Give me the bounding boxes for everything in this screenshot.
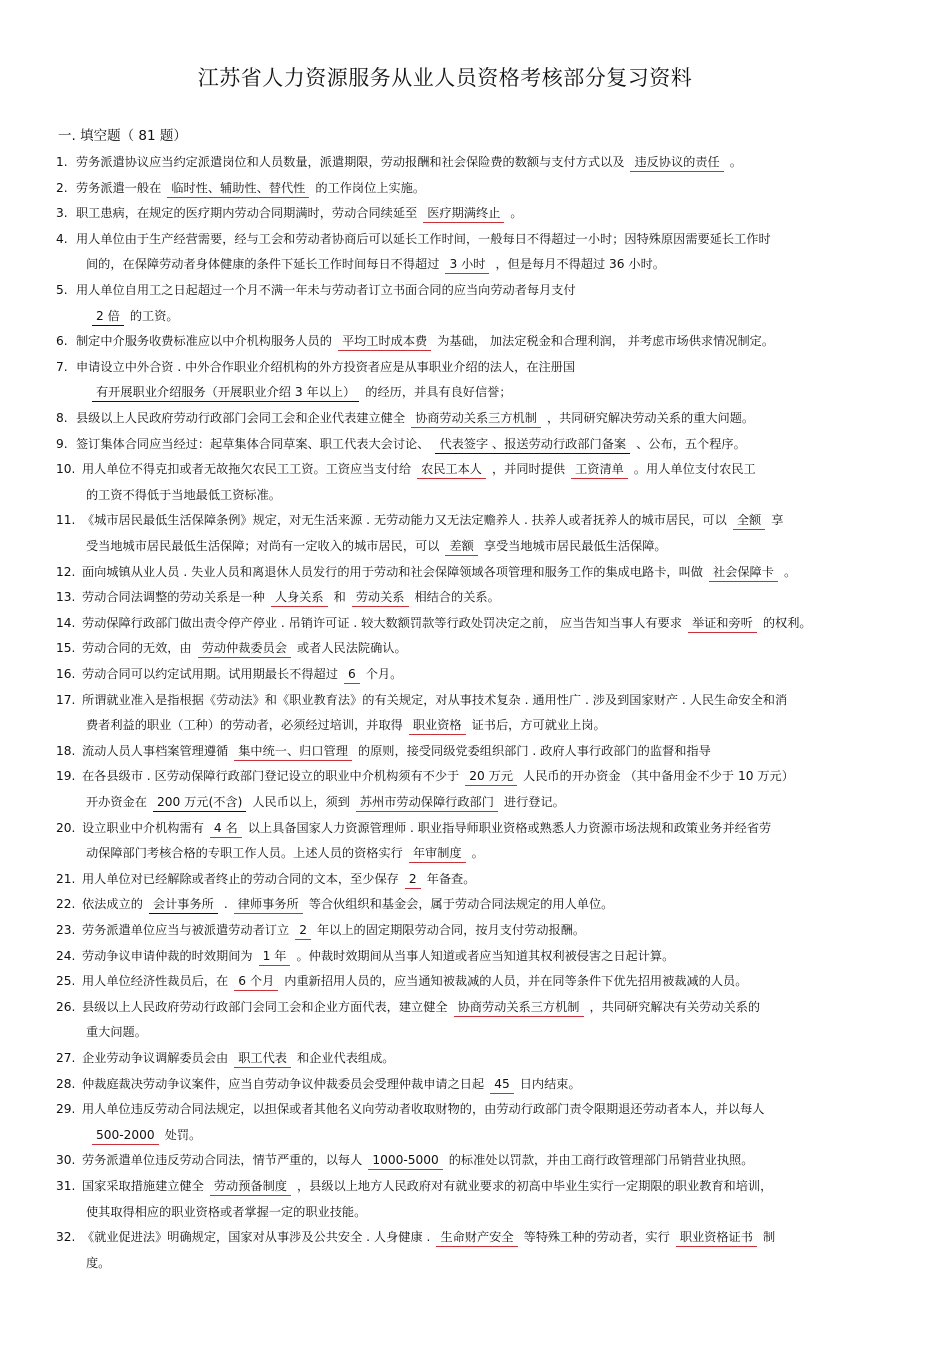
question-text: 劳动争议申请仲裁的时效期间为 1 年 。仲裁时效期间从当事人知道或者应当知道其权利被侵害之日起计算。 [82, 944, 674, 970]
answer-blank: 工资清单 [571, 461, 628, 479]
question-number: 7. [56, 359, 68, 374]
question-text: 2 倍 的工资。 [86, 304, 179, 330]
question-text: 500-2000 处罚。 [86, 1123, 201, 1149]
question-number: 18. [56, 743, 76, 758]
question-number: 14. [56, 615, 76, 630]
question-text: 使其取得相应的职业资格或者掌握一定的职业技能。 [86, 1204, 367, 1219]
question-number: 21. [56, 871, 76, 886]
answer-blank: 苏州市劳动保障行政部门 [356, 794, 498, 812]
answer-blank: 年审制度 [409, 845, 466, 863]
question-text: 职工患病，在规定的医疗期内劳动合同期满时，劳动合同续延至 医疗期满终止 。 [76, 201, 523, 227]
answer-blank: 律师事务所 [234, 896, 303, 914]
answer-blank: 6 个月 [234, 973, 278, 991]
answer-blank: 劳动仲裁委员会 [198, 640, 291, 658]
question-text: 用人单位不得克扣或者无故拖欠农民工工资。工资应当支付给 农民工本人 ，并同时提供 工资清单 。用人单位支付农民工 [82, 457, 756, 483]
answer-blank: 500-2000 [92, 1127, 159, 1145]
answer-blank: 职业资格证书 [676, 1229, 757, 1247]
question-number: 1. [56, 155, 68, 169]
question-number: 19. [56, 769, 76, 784]
question-number: 25. [56, 974, 76, 989]
question-text: 企业劳动争议调解委员会由 职工代表 和企业代表组成。 [82, 1046, 395, 1072]
question-text: 在各县级市 . 区劳动保障行政部门登记设立的职业中介机构须有不少于 20 万元 人民币的开办资金 （其中备用金不少于 10 万元） [82, 764, 794, 790]
question-text: 劳动合同的无效，由 劳动仲裁委员会 或者人民法院确认。 [82, 636, 407, 662]
answer-blank: 人身关系 [271, 589, 328, 607]
question-text: 劳动合同可以约定试用期。试用期最长不得超过 6 个月。 [82, 662, 402, 688]
question-text: 用人单位经济性裁员后，在 6 个月 内重新招用人员的，应当通知被裁减的人员，并在同等条件下优先招用被裁减的人员。 [82, 969, 747, 995]
page-title: 江苏省人力资源服务从业人员资格考核部分复习资料 [197, 66, 693, 90]
answer-blank: 生命财产安全 [436, 1229, 517, 1247]
question-text: 所谓就业准入是指根据《劳动法》和《职业教育法》的有关规定，对从事技术复杂 . 通用性广 . 涉及到国家财产 . 人民生命安全和消 [82, 692, 788, 707]
answer-blank: 1000-5000 [368, 1152, 442, 1170]
answer-blank: 3 小时 [445, 256, 489, 274]
question-text: 劳务派遣单位违反劳动合同法，情节严重的，以每人 1000-5000 的标准处以罚款，并由工商行政管理部门吊销营业执照。 [82, 1148, 753, 1174]
question-text: 劳动合同法调整的劳动关系是一种 人身关系 和 劳动关系 相结合的关系。 [82, 585, 500, 611]
answer-blank: 举证和旁听 [688, 615, 757, 633]
question-text: 面向城镇从业人员 . 失业人员和离退休人员发行的用于劳动和社会保障领域各项管理和服务工作的集成电路卡，叫做 社会保障卡 。 [82, 560, 796, 586]
answer-blank: 4 名 [210, 820, 242, 838]
question-number: 6. [56, 334, 68, 349]
answer-blank: 临时性、辅助性、替代性 [167, 180, 309, 198]
question-text: 间的，在保障劳动者身体健康的条件下延长工作时间每日不得超过 3 小时 ，但是每月不得超过 36 小时。 [86, 252, 665, 278]
answer-blank: 协商劳动关系三方机制 [454, 999, 584, 1017]
question-text: 重大问题。 [86, 1025, 147, 1040]
question-text: 的工资不得低于当地最低工资标准。 [86, 487, 281, 502]
answer-blank: 1 年 [259, 948, 291, 966]
question-text: 《就业促进法》明确规定，国家对从事涉及公共安全 . 人身健康 . 生命财产安全 等特殊工种的劳动者，实行 职业资格证书 制 [82, 1225, 775, 1251]
question-number: 23. [56, 923, 76, 937]
question-text: 劳务派遣协议应当约定派遣岗位和人员数量，派遣期限，劳动报酬和社会保险费的数额与支付方式以及 违反协议的责任 。 [76, 150, 742, 176]
answer-blank: 劳动预备制度 [210, 1178, 291, 1196]
question-number: 2. [56, 180, 68, 195]
answer-blank: 差额 [445, 538, 477, 556]
question-text: 申请设立中外合资 . 中外合作职业介绍机构的外方投资者应是从事职业介绍的法人，在注册国 [76, 359, 576, 374]
answer-blank: 200 万元(不含) [153, 794, 246, 812]
question-text: 劳务派遣一般在 临时性、辅助性、替代性 的工作岗位上实施。 [76, 176, 425, 202]
answer-blank: 45 [490, 1076, 514, 1094]
question-number: 16. [56, 667, 76, 681]
question-text: 《城市居民最低生活保障条例》规定，对无生活来源 . 无劳动能力又无法定赡养人 . 扶养人或者抚养人的城市居民，可以 全额 享 [82, 508, 783, 534]
answer-blank: 6 [344, 666, 360, 684]
question-number: 5. [56, 283, 68, 297]
answer-blank: 2 [405, 871, 421, 889]
question-number: 29. [56, 1102, 76, 1117]
question-number: 17. [56, 692, 76, 707]
question-number: 13. [56, 590, 76, 605]
question-text: 用人单位自用工之日起超过一个月不满一年未与劳动者订立书面合同的应当向劳动者每月支付 [76, 283, 576, 297]
question-text: 有开展职业介绍服务（开展职业介绍 3 年以上） 的经历，并具有良好信誉； [86, 380, 512, 406]
answer-blank: 集中统一、归口管理 [234, 743, 352, 761]
question-number: 30. [56, 1153, 76, 1168]
answer-blank: 职工代表 [234, 1050, 291, 1068]
answer-blank: 违反协议的责任 [630, 154, 723, 172]
question-text: 流动人员人事档案管理遵循 集中统一、归口管理 的原则，接受同级党委组织部门 . 政府人事行政部门的监督和指导 [82, 739, 711, 765]
question-number: 8. [56, 411, 68, 425]
question-text: 设立职业中介机构需有 4 名 以上具备国家人力资源管理师 . 职业指导师职业资格或熟悉人力资源市场法规和政策业务并经省劳 [82, 816, 771, 842]
answer-blank: 劳动关系 [352, 589, 409, 607]
question-text: 制定中介服务收费标准应以中介机构服务人员的 平均工时成本费 为基础， 加法定税金和合理利润， 并考虑市场供求情况制定。 [76, 329, 774, 355]
question-text: 用人单位由于生产经营需要，经与工会和劳动者协商后可以延长工作时间，一般每日不得超过一小时；因特殊原因需要延长工作时 [76, 231, 771, 246]
question-text: 劳动保障行政部门做出责令停产停业 . 吊销许可证 . 较大数额罚款等行政处罚决定之前， 应当告知当事人有要求 举证和旁听 的权利。 [82, 611, 812, 637]
question-text: 劳务派遣单位应当与被派遣劳动者订立 2 年以上的固定期限劳动合同，按月支付劳动报酬。 [82, 918, 585, 944]
answer-blank: 社会保障卡 [709, 564, 778, 582]
question-number: 4. [56, 231, 68, 246]
question-number: 27. [56, 1051, 76, 1065]
question-number: 20. [56, 820, 76, 835]
question-number: 3. [56, 206, 68, 221]
question-text: 用人单位违反劳动合同法规定，以担保或者其他名义向劳动者收取财物的，由劳动行政部门责令限期退还劳动者本人，并以每人 [82, 1102, 765, 1117]
answer-blank: 有开展职业介绍服务（开展职业介绍 3 年以上） [92, 384, 359, 402]
question-number: 24. [56, 948, 76, 963]
question-text: 国家采取措施建立健全 劳动预备制度 ，县级以上地方人民政府对有就业要求的初高中毕业生实行一定期限的职业教育和培训， [82, 1174, 772, 1200]
answer-blank: 2 [295, 922, 311, 940]
question-number: 32. [56, 1230, 76, 1245]
question-text: 县级以上人民政府劳动行政部门会同工会和企业代表建立健全 协商劳动关系三方机制 ，共同研究解决劳动关系的重大问题。 [76, 406, 754, 432]
answer-blank: 协商劳动关系三方机制 [411, 410, 541, 428]
section-heading: 一. 填空题（ 81 题） [58, 128, 187, 144]
question-text: 依法成立的 会计事务所 . 律师事务所 等合伙组织和基金会，属于劳动合同法规定的用人单位。 [82, 892, 613, 918]
question-number: 10. [56, 462, 76, 477]
answer-blank: 全额 [733, 512, 765, 530]
answer-blank: 代表签字 、报送劳动行政部门备案 [435, 436, 630, 454]
answer-blank: 医疗期满终止 [423, 205, 504, 223]
question-number: 15. [56, 641, 76, 656]
question-text: 县级以上人民政府劳动行政部门会同工会和企业方面代表，建立健全 协商劳动关系三方机制 ，共同研究解决有关劳动关系的 [82, 995, 760, 1021]
answer-blank: 平均工时成本费 [338, 333, 431, 351]
question-text: 仲裁庭裁决劳动争议案件，应当自劳动争议仲裁委员会受理仲裁申请之日起 45 日内结束。 [82, 1072, 581, 1098]
question-text: 动保障部门考核合格的专职工作人员。上述人员的资格实行 年审制度 。 [86, 841, 484, 867]
answer-blank: 会计事务所 [149, 896, 218, 914]
question-number: 31. [56, 1179, 76, 1193]
question-number: 12. [56, 564, 76, 579]
question-number: 11. [56, 513, 76, 528]
question-text: 受当地城市居民最低生活保障；对尚有一定收入的城市居民，可以 差额 享受当地城市居民最低生活保障。 [86, 534, 667, 560]
question-number: 9. [56, 436, 68, 451]
question-text: 度。 [86, 1255, 111, 1270]
question-text: 用人单位对已经解除或者终止的劳动合同的文本，至少保存 2 年备查。 [82, 867, 475, 893]
answer-blank: 职业资格 [409, 717, 466, 735]
question-number: 26. [56, 999, 76, 1014]
question-text: 开办资金在 200 万元(不含) 人民币以上，须到 苏州市劳动保障行政部门 进行登记。 [86, 790, 565, 816]
answer-blank: 农民工本人 [417, 461, 486, 479]
question-text: 费者利益的职业（工种）的劳动者，必须经过培训，并取得 职业资格 证书后，方可就业上岗。 [86, 713, 606, 739]
question-number: 28. [56, 1076, 76, 1091]
question-text: 签订集体合同应当经过：起草集体合同草案、职工代表大会讨论、 代表签字 、报送劳动行政部门备案 、公布，五个程序。 [76, 432, 746, 458]
answer-blank: 2 倍 [92, 308, 124, 326]
answer-blank: 20 万元 [465, 768, 517, 786]
question-number: 22. [56, 897, 76, 912]
